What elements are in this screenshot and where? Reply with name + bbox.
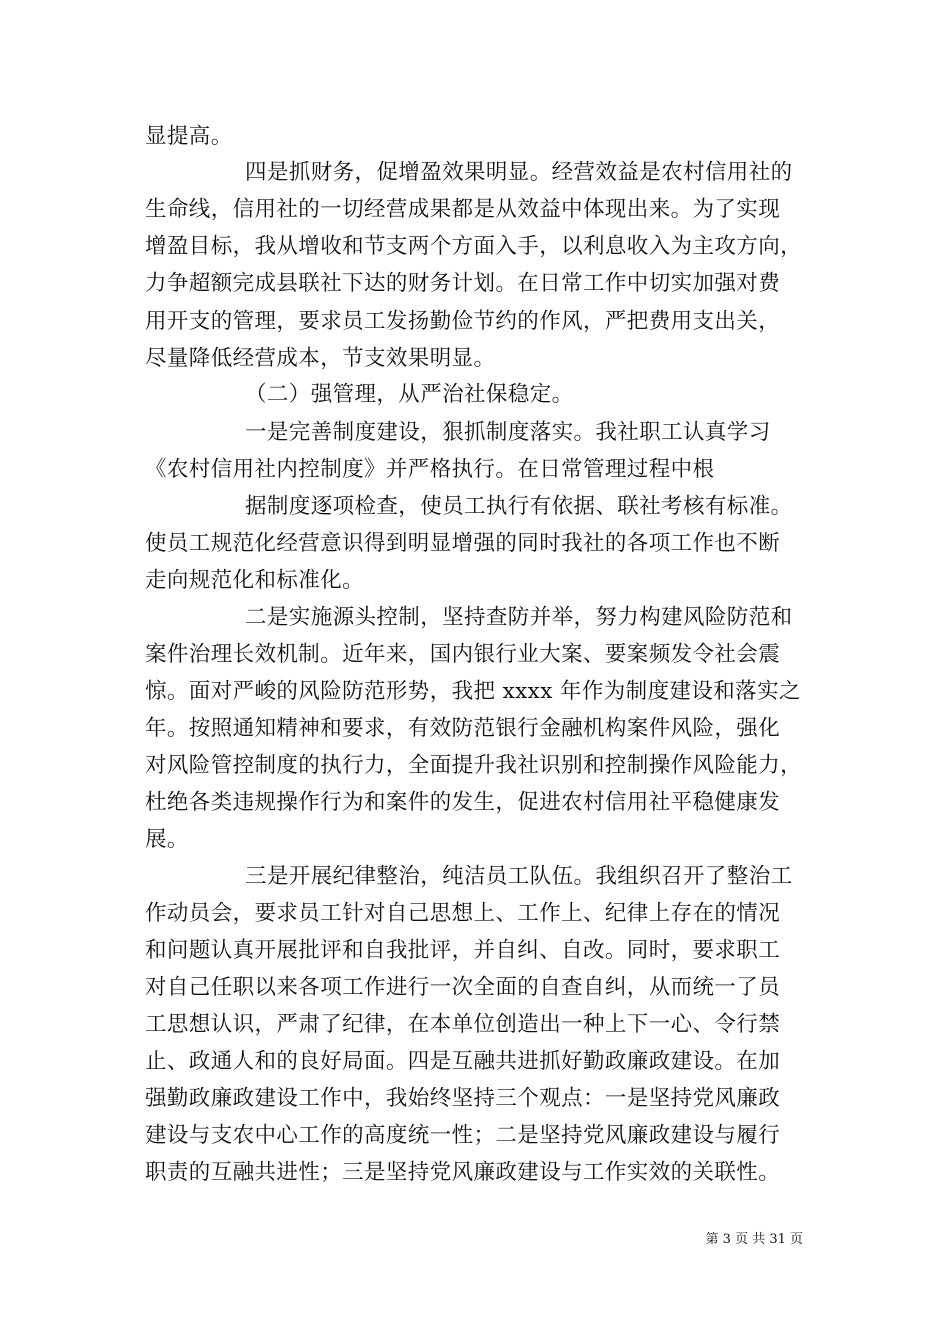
text-line: 杜绝各类违规操作行为和案件的发生，促进农村信用社平稳健康发 — [145, 790, 781, 815]
text-line: 四是抓财务，促增盈效果明显。经营效益是农村信用社的 — [245, 160, 793, 185]
section-heading: （二）强管理，从严治社保稳定。 — [245, 382, 574, 407]
page-number: 第 3 页 共 31 页 — [705, 1232, 803, 1247]
text-line: 一是完善制度建设，狠抓制度落实。我社职工认真学习 — [245, 420, 771, 445]
text-line: 止、政通人和的良好局面。四是互融共进抓好勤政廉政建设。在加 — [145, 1049, 781, 1074]
text-line: 力争超额完成县联社下达的财务计划。在日常工作中切实加强对费 — [145, 271, 781, 296]
text-line: 使员工规范化经营意识得到明显增强的同时我社的各项工作也不断 — [145, 531, 781, 556]
text-line: 案件治理长效机制。近年来，国内银行业大案、要案频发令社会震 — [145, 642, 781, 667]
text-line: 惊。面对严峻的风险防范形势，我把 xxxx 年作为制度建设和落实之 — [145, 679, 801, 704]
text-line: 三是开展纪律整治，纯洁员工队伍。我组织召开了整治工 — [245, 864, 793, 889]
text-line: 作动员会，要求员工针对自己思想上、工作上、纪律上存在的情况 — [145, 901, 781, 926]
text-line: 建设与支农中心工作的高度统一性；二是坚持党风廉政建设与履行 — [145, 1123, 781, 1148]
text-line: 对自己任职以来各项工作进行一次全面的自查自纠，从而统一了员 — [145, 975, 781, 1000]
text-line: 生命线，信用社的一切经营成果都是从效益中体现出来。为了实现 — [145, 197, 781, 222]
text-line: 年。按照通知精神和要求，有效防范银行金融机构案件风险，强化 — [145, 716, 781, 741]
text-line: 强勤政廉政建设工作中，我始终坚持三个观点：一是坚持党风廉政 — [145, 1086, 781, 1111]
text-line: 尽量降低经营成本，节支效果明显。 — [145, 346, 496, 371]
text-line: 展。 — [145, 827, 189, 852]
text-line: 《农村信用社内控制度》并严格执行。在日常管理过程中根 — [145, 457, 715, 482]
text-line: 二是实施源头控制，坚持查防并举，努力构建风险防范和 — [245, 605, 793, 630]
text-line: 显提高。 — [145, 124, 233, 149]
text-line: 用开支的管理，要求员工发扬勤俭节约的作风，严把费用支出关， — [145, 309, 781, 334]
text-line: 职责的互融共进性；三是坚持党风廉政建设与工作实效的关联性。 — [145, 1160, 781, 1185]
text-line: 增盈目标，我从增收和节支两个方面入手，以利息收入为主攻方向， — [145, 234, 803, 259]
text-line: 工思想认识，严肃了纪律，在本单位创造出一种上下一心、令行禁 — [145, 1012, 781, 1037]
text-line: 据制度逐项检查，使员工执行有依据、联社考核有标准。 — [245, 494, 793, 519]
text-line: 对风险管控制度的执行力，全面提升我社识别和控制操作风险能力， — [145, 753, 803, 778]
text-line: 和问题认真开展批评和自我批评，并自纠、自改。同时，要求职工 — [145, 938, 781, 963]
text-line: 走向规范化和标准化。 — [145, 568, 365, 593]
